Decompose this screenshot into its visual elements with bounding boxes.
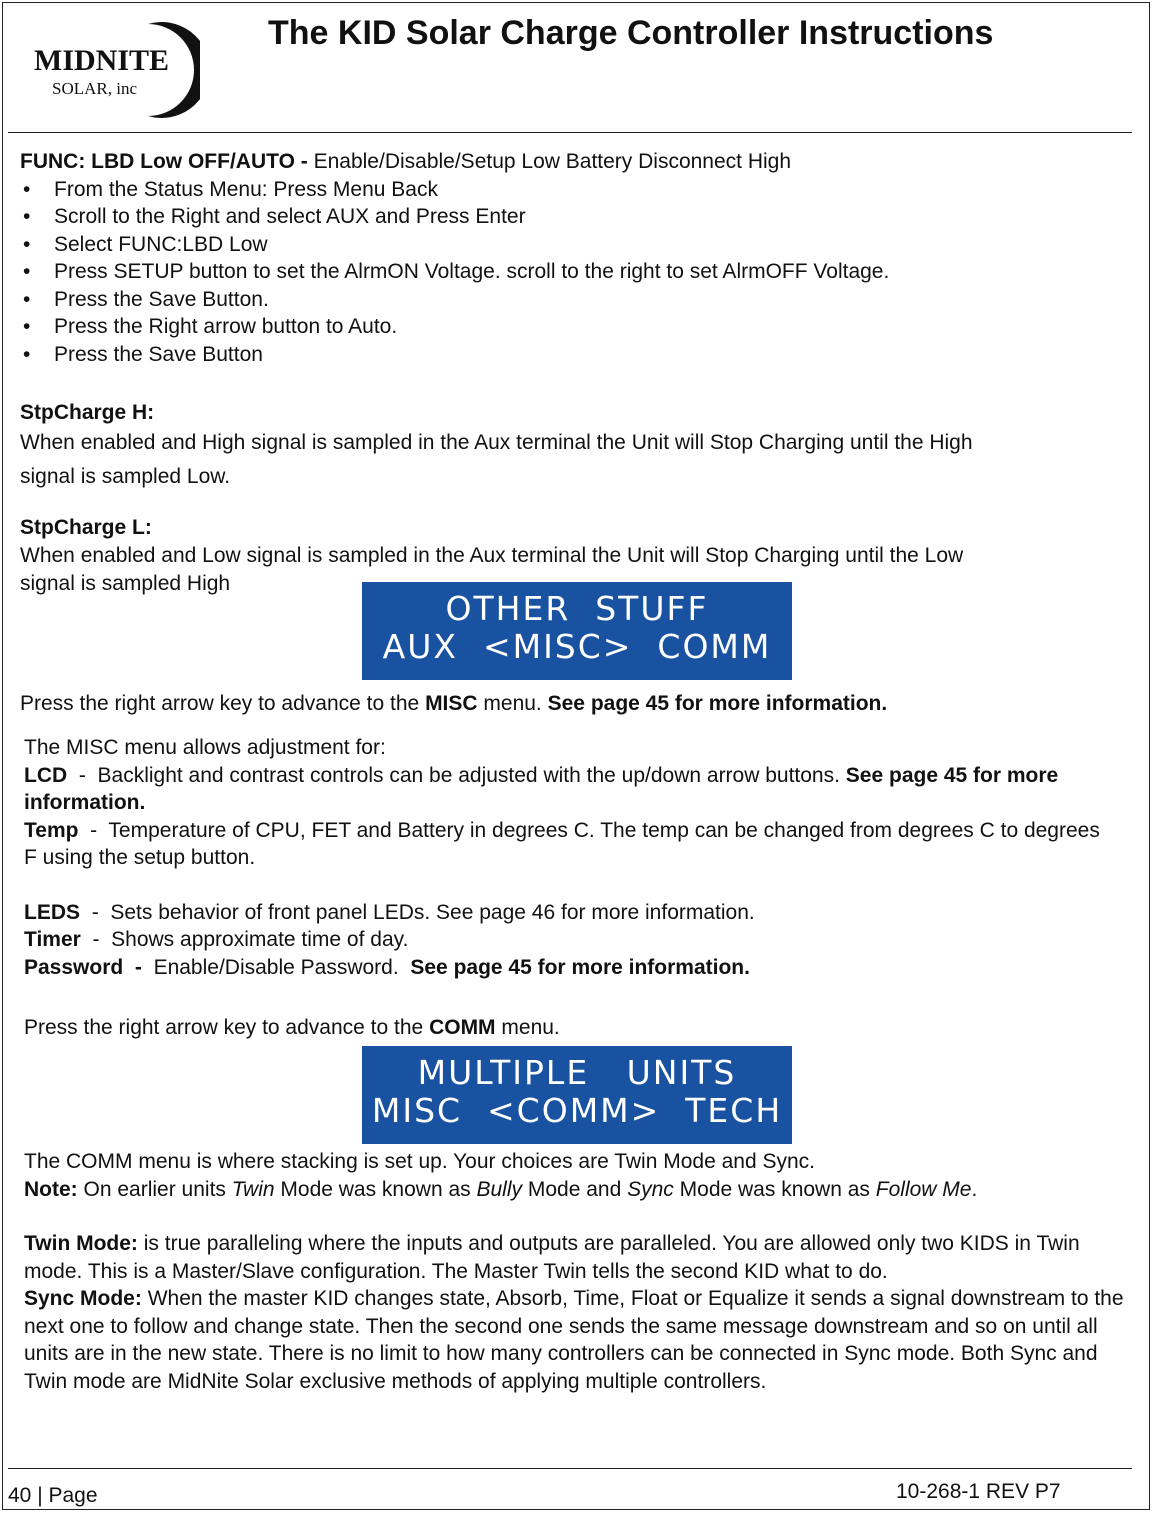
misc-list: [24, 734, 1114, 981]
lcd-label: LCD: [24, 763, 68, 787]
sync-mode-paragraph: [24, 1285, 1124, 1395]
page-title: The KID Solar Charge Controller Instructions: [268, 14, 994, 52]
stpcharge-high-line1: When enabled and High signal is sampled in the Aux terminal the Unit will Stop Charging until the High: [20, 431, 973, 454]
comm-intro-text: Press the right arrow key to advance to the: [24, 1016, 424, 1039]
stpcharge-low-line2: signal is sampled High: [20, 572, 231, 595]
step-text: Select FUNC:LBD Low: [54, 232, 268, 256]
list-item: • Scroll to the Right and select AUX and Press Enter: [23, 205, 526, 228]
misc-item-lcd: [24, 762, 1114, 817]
misc-item-password: [24, 954, 1114, 982]
page-number: 40 | Page: [8, 1484, 98, 1507]
temp-text: Temperature of CPU, FET and Battery in degrees C. The temp can be changed from degrees C to degrees F using the setup button.: [24, 818, 1100, 869]
func-heading-line: [20, 148, 1130, 176]
twin-mode-text: is true paralleling where the inputs and outputs are paralleled. You are allowed only two KIDS in Twin mode. This is a Master/Slave configuration. The Master Twin tells the second KID what to do.: [24, 1232, 1080, 1283]
note-label: Note:: [24, 1177, 78, 1201]
misc-menu-name: MISC: [425, 692, 478, 715]
footer-rule: [8, 1468, 1132, 1469]
misc-see-page-link: See page 45 for more information.: [547, 692, 888, 715]
sync-mode-text: When the master KID changes state, Absorb, Time, Float or Equalize it sends a signal downstream to the next one to follow and change state. Then the second one sends the same message downstream and so on until all units are in the new state. There is no limit to how many controllers can be connected in Sync mode. Both Sync and Twin mode are MidNite Solar exclusive methods of applying multiple controllers.: [24, 1287, 1124, 1393]
misc-intro-text: Press the right arrow key to advance to the: [20, 692, 420, 715]
lcd-line-2: AUX <MISC> COMM: [382, 627, 772, 666]
stpcharge-high-heading: StpCharge H:: [20, 401, 155, 424]
comm-intro: [24, 1014, 1134, 1042]
password-see-page-link: See page 45 for more information.: [410, 955, 750, 979]
logo-text-top: MIDNITE: [34, 44, 170, 77]
note-end: .: [971, 1177, 978, 1201]
step-text: Press the Save Button.: [54, 287, 269, 311]
note-follow-me: Follow Me: [875, 1177, 972, 1201]
stpcharge-high-section: [20, 398, 1130, 492]
misc-intro-after: menu.: [483, 692, 542, 715]
step-text: Press the Right arrow button to Auto.: [54, 315, 398, 338]
list-item: • Press the Save Button: [23, 342, 263, 366]
misc-list-intro: The MISC menu allows adjustment for:: [24, 736, 386, 759]
list-item: • Press the Right arrow button to Auto.: [23, 315, 398, 338]
twin-mode-label: Twin Mode:: [24, 1232, 138, 1255]
note-text: Mode and: [527, 1177, 622, 1201]
password-label: Password: [24, 955, 124, 979]
note-text: On earlier units: [83, 1177, 226, 1201]
note-twin: Twin: [231, 1177, 275, 1201]
misc-intro: [20, 690, 1130, 718]
func-heading-desc: Enable/Disable/Setup Low Battery Disconnect High: [313, 150, 792, 173]
timer-label: Timer: [24, 928, 81, 951]
note-text: Mode was known as: [679, 1177, 870, 1201]
comm-intro-paragraph: The COMM menu is where stacking is set up. Your choices are Twin Mode and Sync.: [24, 1150, 815, 1173]
leds-label: LEDS: [24, 900, 81, 924]
comm-intro-after: menu.: [501, 1016, 560, 1039]
lcd-line-2: MISC <COMM> TECH: [371, 1091, 783, 1130]
lcd-line-1: OTHER STUFF: [445, 589, 709, 628]
step-text: Press SETUP button to set the AlrmON Voltage. scroll to the right to set AlrmOFF Voltage.: [54, 260, 890, 283]
comm-menu-name: COMM: [429, 1016, 496, 1039]
lcd-line-1: MULTIPLE UNITS: [417, 1053, 737, 1092]
stpcharge-low-line1: When enabled and Low signal is sampled in the Aux terminal the Unit will Stop Charging until the Low: [20, 544, 964, 567]
separator: -: [90, 818, 98, 842]
logo-text-bottom: SOLAR, inc: [52, 79, 137, 98]
header-rule: [8, 132, 1132, 133]
step-text: From the Status Menu: Press Menu Back: [54, 177, 438, 201]
twin-mode-paragraph: [24, 1230, 1124, 1285]
temp-label: Temp: [24, 818, 79, 842]
lcd-display-other-stuff: [362, 582, 792, 680]
stpcharge-high-line2: signal is sampled Low.: [20, 465, 231, 488]
list-item: • Select FUNC:LBD Low: [23, 232, 268, 256]
list-item: • Press SETUP button to set the AlrmON Voltage. scroll to the right to set AlrmOFF Voltage.: [23, 260, 890, 283]
step-text: Scroll to the Right and select AUX and Press Enter: [54, 205, 526, 228]
misc-item-leds: [24, 899, 1114, 927]
separator: -: [91, 900, 99, 924]
note-bully: Bully: [476, 1177, 523, 1201]
separator: -: [78, 763, 86, 787]
note-sync: Sync: [627, 1177, 674, 1201]
separator: -: [92, 928, 100, 951]
step-text: Press the Save Button: [54, 342, 263, 366]
func-heading: FUNC: LBD Low OFF/AUTO -: [20, 150, 308, 173]
password-text: Enable/Disable Password.: [153, 955, 399, 979]
misc-item-timer: [24, 926, 1114, 954]
separator: -: [134, 955, 142, 979]
func-section: [20, 148, 1130, 368]
timer-text: Shows approximate time of day.: [111, 928, 409, 951]
stpcharge-low-heading: StpCharge L:: [20, 516, 152, 539]
comm-section: [24, 1148, 1124, 1395]
revision-label: 10-268-1 REV P7: [896, 1480, 1061, 1503]
list-item: • Press the Save Button.: [23, 287, 269, 311]
comm-note: [24, 1176, 1124, 1204]
list-item: • From the Status Menu: Press Menu Back: [23, 177, 438, 201]
note-text: Mode was known as: [280, 1177, 471, 1201]
midnite-solar-logo: [28, 18, 200, 122]
leds-text: Sets behavior of front panel LEDs. See page 46 for more information.: [110, 900, 755, 924]
lcd-text: Backlight and contrast controls can be adjusted with the up/down arrow buttons.: [97, 763, 840, 787]
sync-mode-label: Sync Mode:: [24, 1287, 142, 1310]
lcd-see-page-link: See page 45 for more information.: [24, 763, 1059, 814]
lcd-display-multiple-units: [362, 1046, 792, 1144]
misc-item-temp: [24, 817, 1114, 872]
